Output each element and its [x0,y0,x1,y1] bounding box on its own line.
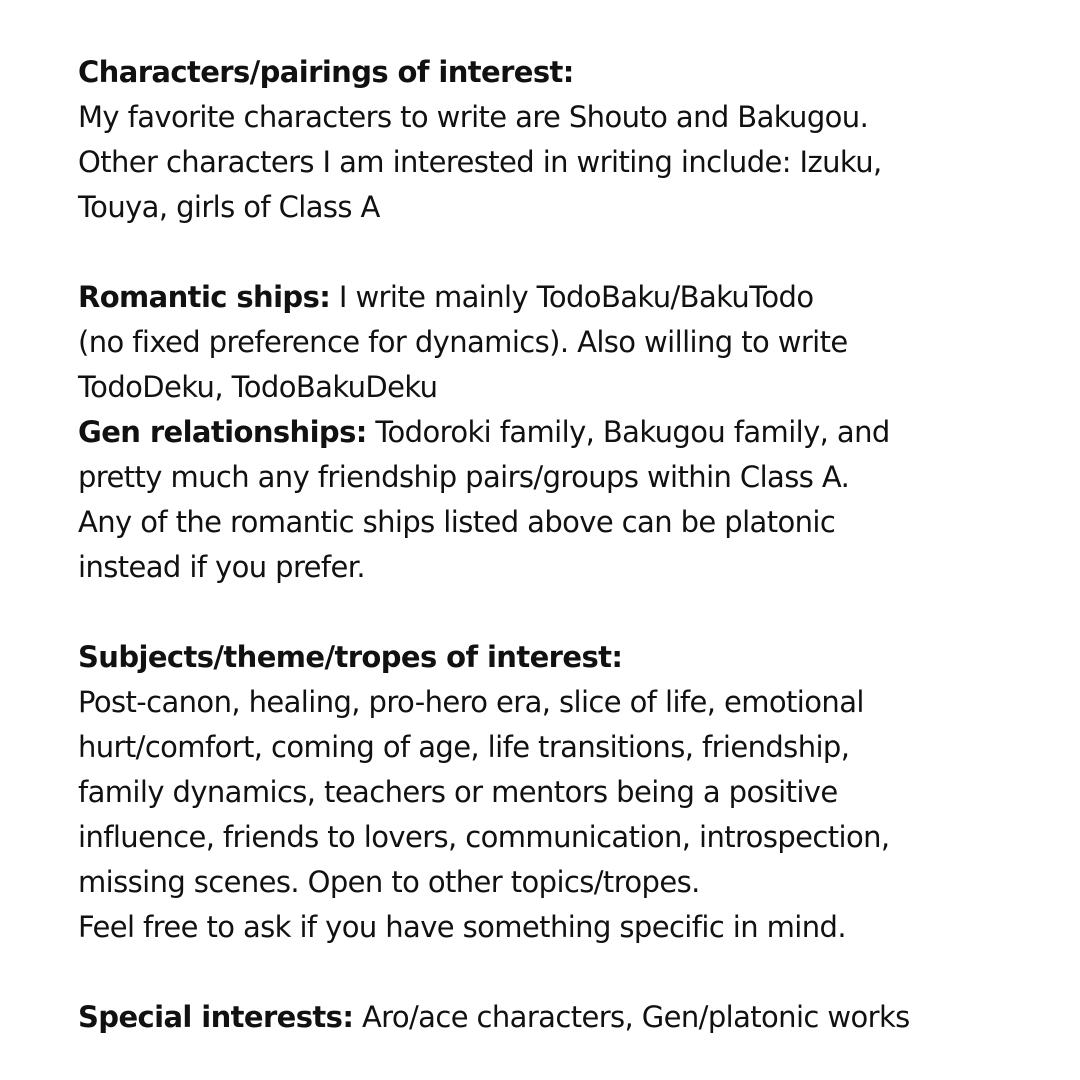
romantic-ships-text: I write mainly TodoBaku/BakuTodo [330,280,814,314]
document [78,50,1068,1040]
subjects-line: influence, friends to lovers, communication, introspection, [78,820,890,854]
gen-relationships-heading: Gen relationships: [78,415,367,449]
characters-line: Other characters I am interested in writing include: Izuku, [78,145,882,179]
section-subjects [78,635,1068,950]
gen-relationships-line: pretty much any friendship pairs/groups within Class A. [78,460,850,494]
subjects-line: hurt/comfort, coming of age, life transitions, friendship, [78,730,850,764]
characters-heading: Characters/pairings of interest: [78,55,574,89]
romantic-ships-line: TodoDeku, TodoBakuDeku [78,370,438,404]
gen-relationships-line: Any of the romantic ships listed above can be platonic [78,505,836,539]
characters-line: Touya, girls of Class A [78,190,380,224]
subjects-line: Post-canon, healing, pro-hero era, slice of life, emotional [78,685,864,719]
paragraph-gap [78,590,1068,635]
section-special-interests [78,995,1068,1040]
gen-relationships-text: Todoroki family, Bakugou family, and [366,415,890,449]
section-romantic-ships [78,275,1068,410]
subjects-heading: Subjects/theme/tropes of interest: [78,640,623,674]
paragraph-gap [78,230,1068,275]
section-gen-relationships [78,410,1068,590]
subjects-line: Feel free to ask if you have something specific in mind. [78,910,846,944]
subjects-line: missing scenes. Open to other topics/tropes. [78,865,700,899]
romantic-ships-heading: Romantic ships: [78,280,331,314]
special-interests-heading: Special interests: [78,1000,354,1034]
romantic-ships-line: (no fixed preference for dynamics). Also willing to write [78,325,848,359]
paragraph-gap [78,950,1068,995]
characters-line: My favorite characters to write are Shouto and Bakugou. [78,100,869,134]
subjects-line: family dynamics, teachers or mentors being a positive [78,775,838,809]
gen-relationships-line: instead if you prefer. [78,550,366,584]
special-interests-text: Aro/ace characters, Gen/platonic works [353,1000,910,1034]
section-characters [78,50,1068,230]
